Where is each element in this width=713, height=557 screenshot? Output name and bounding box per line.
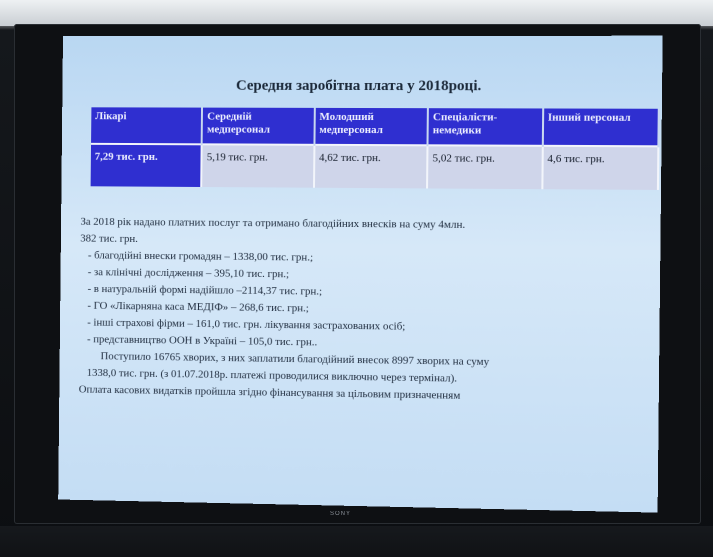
ceiling: [0, 0, 713, 26]
salary-table: [91, 107, 660, 190]
bullet-item: - представництво ООН в Україні – 105,0 тис. грн..: [87, 333, 318, 349]
table-header-row: [91, 107, 659, 146]
value-middle-staff: 5,19 тис. грн.: [202, 144, 315, 187]
slide-title: Середня заробітна плата у 2018році.: [235, 77, 482, 95]
header-middle-staff: Середній медперсонал: [202, 108, 315, 145]
closing-line: Оплата касових видатків пройшла згідно фінансування за цільовим призначенням: [78, 383, 461, 402]
table-row: [91, 144, 659, 190]
header-other-staff: Інший персонал: [542, 108, 658, 146]
value-other-staff: 4,6 тис. грн.: [542, 146, 658, 190]
bullet-item: - за клінічні дослідження – 395,10 тис. грн.;: [87, 266, 290, 281]
bullet-item: - в натуральній формі надійшло –2114,37 тис. грн.;: [87, 282, 323, 298]
header-non-medical-specialists: Спеціалісти-немедики: [428, 108, 543, 146]
paragraph-line: За 2018 рік надано платних послуг та отримано благодійних внесків на суму 4млн.: [80, 215, 466, 231]
header-junior-staff: Молодший медперсонал: [314, 108, 428, 145]
slide-body: [79, 214, 651, 408]
patients-line: 1338,0 тис. грн. (з 01.07.2018р. платежі проводилися виключно через термінал).: [86, 366, 458, 385]
paragraph-line: 382 тис. грн.: [80, 232, 138, 245]
monitor-stand-area: [0, 526, 713, 557]
presentation-slide: [58, 36, 662, 513]
header-doctors: Лікарі: [91, 107, 202, 144]
patients-line: Поступило 16765 хворих, з них заплатили благодійний внесок 8997 хворих на суму: [100, 350, 490, 369]
value-doctors: 7,29 тис. грн.: [91, 144, 202, 187]
value-junior-staff: 4,62 тис. грн.: [314, 145, 428, 189]
value-non-medical-specialists: 5,02 тис. грн.: [427, 145, 542, 189]
bullet-item: - ГО «Лікарняна каса МЕДІФ» – 268,6 тис. грн.;: [87, 299, 309, 315]
brand-logo: SONY: [330, 511, 352, 517]
bullet-item: - благодійні внески громадян – 1338,00 тис. грн.;: [87, 249, 314, 264]
bullet-item: - інші страхові фірми – 161,0 тис. грн. лікування застрахованих осіб;: [87, 316, 406, 333]
